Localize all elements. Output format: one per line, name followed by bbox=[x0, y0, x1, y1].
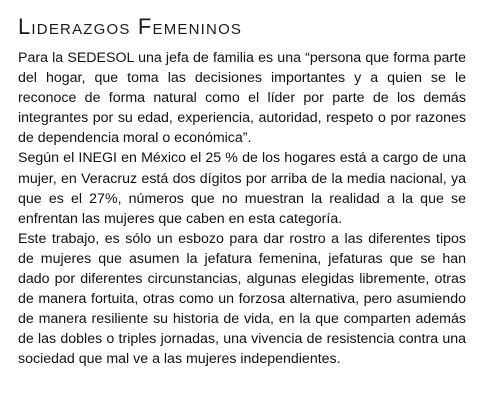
document-title: Liderazgos Femeninos bbox=[18, 14, 243, 39]
document-page bbox=[18, 14, 466, 370]
paragraph-work-purpose: Este trabajo, es sólo un esbozo para dar rostro a las diferentes tipos de mujeres que asumen la jefatura femenina, jefaturas que se han dado por diferentes circunstancias, algunas elegidas libremente, otras de manera fortuita, otras como un forzosa alternativa, pero asumiendo de manera resiliente su historia de vida, en la que comparten además de las dobles o triples jornadas, una vivencia de resistencia contra una sociedad que mal ve a las mujeres independientes. bbox=[18, 230, 466, 368]
paragraph-inegi-statistics: Según el INEGI en México el 25 % de los hogares está a cargo de una mujer, en Veracruz está dos dígitos por arriba de la media nacional, ya que es el 27%, números que no muestran la realidad a la que se enfrentan las mujeres que caben en esta categoría. bbox=[18, 150, 466, 227]
paragraph-sedesol-definition: Para la SEDESOL una jefa de familia es una “persona que forma parte del hogar, que toma las decisiones importantes y a quien se le reconoce de forma natural como el líder por parte de los demás integrantes por su edad, experiencia, autoridad, respeto o por razones de dependencia moral o económica”. bbox=[18, 50, 466, 147]
